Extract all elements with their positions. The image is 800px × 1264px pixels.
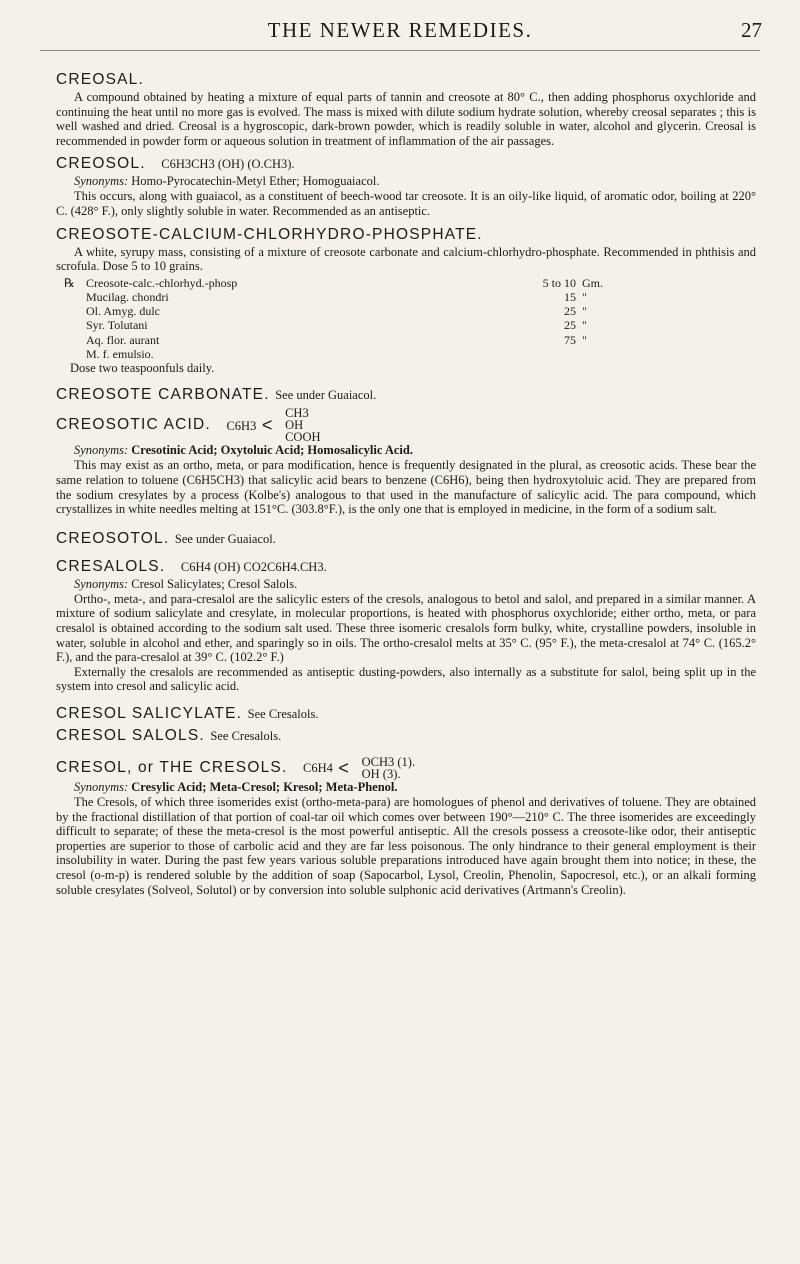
entry-text-creosote-calcium: A white, syrupy mass, consisting of a mixture of creosote carbonate and calcium-chlorhydro-phosphate. Recommended in phthisis and scrofula. Dose 5 to 10 grains. [56, 244, 756, 274]
formula-branch: OCH3 (1). [361, 755, 416, 769]
recipe-row [64, 275, 756, 290]
chemical-formula: C6H4 (OH) CO2C6H4.CH3. [180, 559, 327, 574]
recipe-ingredient: Aq. flor. aurant [86, 332, 160, 347]
recipe-ingredient: Mucilag. chondri [86, 289, 169, 304]
recipe-amount: 15 [564, 289, 576, 304]
running-title: THE NEWER REMEDIES. [267, 18, 533, 42]
synonyms-cresol [56, 780, 756, 795]
entry-heading-creosotol [56, 529, 756, 549]
entry-title: CRESOL SALOLS. [56, 727, 205, 744]
formula-branch: OH [285, 418, 304, 433]
recipe-amount: 75 [564, 332, 576, 347]
entry-heading-cresalols [56, 557, 756, 577]
recipe-row [86, 304, 756, 318]
bracket-symbol: < [338, 758, 351, 778]
entry-title: CRESOL SALICYLATE. [56, 705, 243, 722]
entry-text-creosal: A compound obtained by heating a mixture of equal parts of tannin and creosote at 80° C., then adding phosphorus oxychloride and continuing the heat until no more gas is evolved. The mass is mixed with dilute sodium hydrate solution, whereby creosal separates ; this is well washed and dried. Creosal is a hygroscopic, dark-brown powder, which is readily soluble in water, alcohol and glycerin. Creosal is recommended in powder form or aqueous solution in treatment of inflammation of the air passages. [56, 90, 756, 148]
entry-heading-creosotic-acid [56, 407, 756, 443]
recipe-ingredient: Syr. Tolutani [86, 318, 148, 333]
synonyms-label: Synonyms: [74, 576, 129, 591]
synonyms-label: Synonyms: [74, 780, 129, 794]
formula-branch: OH (3). [361, 767, 401, 781]
entry-text-creosol: This occurs, along with guaiacol, as a constituent of beech-wood tar creosote. It is an oily-like liquid, of aromatic odor, boiling at 220° C. (428° F.), only slightly soluble in water. Recommended as an antiseptic. [56, 189, 756, 218]
synonyms-text: Cresol Salicylates; Cresol Salols. [131, 576, 298, 591]
entry-text-cresalols-2: Externally the cresalols are recommended as antiseptic dusting-powders, also internally as a substitute for salol, being split up in the system into cresol and salicylic acid. [56, 664, 756, 694]
cross-reference: See under Guaiacol. [174, 531, 276, 546]
recipe-row [86, 290, 756, 304]
rx-symbol: ℞ [64, 275, 75, 290]
synonyms-label: Synonyms: [74, 174, 129, 189]
formula-branches [362, 756, 415, 780]
entry-heading-creosal: CREOSAL. [56, 71, 144, 88]
page-content [56, 64, 756, 897]
recipe-ingredient: Ol. Amyg. dulc [86, 304, 160, 319]
prescription [64, 275, 756, 361]
synonyms-text: Homo-Pyrocatechin-Metyl Ether; Homoguaiacol. [131, 174, 380, 189]
recipe-row [86, 333, 756, 347]
recipe-row [86, 347, 756, 361]
cross-reference: See Cresalols. [247, 707, 319, 721]
recipe-unit: " [582, 304, 587, 319]
entry-heading-creosote-carbonate [56, 385, 756, 405]
recipe-ingredient: M. f. emulsio. [86, 346, 154, 361]
entry-text-cresol: The Cresols, of which three isomerides exist (ortho-meta-para) are homologues of phenol and derivatives of toluene. They are obtained by the fractional distillation of that portion of coal-tar oil which comes over between 190°—210° C. The three isomerides are exceedingly difficult to separate; of these the meta-cresol is the most powerful antiseptic. All the cresols possess a creosote-like odor, their antiseptic properties are superior to those of carbolic acid and they are far less poisonous. The only hindrance to their general employment is their insolubility in water. During the past few years various soluble preparations introduced have again brought them into notice; in these, the cresol (o-m-p) is rendered soluble by the addition of soap (Sapocarbol, Lysol, Creolin, Phenolin, Sapocresol, etc.), or an alkali forming soluble cresylates (Solveol, Solutol) or by conversion into soluble sulphonic acid derivatives (Artmann's Creolin). [56, 795, 756, 897]
chemical-formula: C6H3CH3 (OH) (O.CH3). [161, 157, 295, 172]
entry-title: CRESOL, or THE CRESOLS. [56, 759, 288, 777]
recipe-amount: 25 [564, 304, 576, 319]
recipe-unit: " [582, 318, 587, 333]
entry-title: CREOSOTIC ACID. [56, 416, 211, 434]
synonyms-text: Cresylic Acid; Meta-Cresol; Kresol; Meta-Phenol. [131, 780, 398, 794]
chemical-formula-base: C6H4 [302, 761, 333, 776]
cross-reference: See Cresalols. [210, 729, 282, 743]
entry-heading-cresol-salicylate [56, 704, 756, 724]
entry-title: CREOSOTE CARBONATE. [56, 386, 270, 404]
entry-heading-creosote-calcium: CREOSOTE-CALCIUM-CHLORHYDRO-PHOSPHATE. [56, 225, 483, 243]
entry-heading-cresol-salols [56, 726, 756, 746]
recipe-amount: 25 [564, 318, 576, 333]
bracket-symbol: < [261, 415, 274, 436]
synonyms-creosotic [56, 443, 756, 458]
synonyms-text: Cresotinic Acid; Oxytoluic Acid; Homosalicylic Acid. [131, 443, 413, 458]
recipe-row [86, 318, 756, 332]
formula-branch: COOH [285, 430, 321, 445]
formula-branches [285, 407, 320, 443]
entry-heading-cresol [56, 756, 756, 780]
entry-text-cresalols: Ortho-, meta-, and para-cresalol are the salicylic esters of the cresols, analogous to betol and salol, and prepared in a similar manner. A mixture of sodium salicylate and cresylate, in molecular proportions, is heated with phosphorus oxychloride; either ortho, meta, or para cresalol is obtained according to the sodium salt used. These three isomeric cresalols form bulky, white, crystalline powders, insoluble in water, soluble in alcohol and ether, and sparingly so in oils. The ortho-cresalol melts at 35° C. (95° F.), the meta-cresalol at 74° C. (165.2° F.), and the para-cresalol at 39° C. (102.2° F.) [56, 591, 756, 665]
entry-text-creosotic: This may exist as an ortho, meta, or para modification, hence is frequently designated in the plural, as creosotic acids. These bear the same relation to toluene (C6H5CH3) that salicylic acid bears to benzene (C6H6), being then hydroxytoluic acid. They are prepared from the sodium cresylates by a process (Kolbe's) analogous to that used in the manufacture of salicylic acid. The para compound, which crystallizes in white needles melting at 151°C. (303.8°F.), is the only one that is employed in medicine, in the form of a sodium salt. [56, 458, 756, 517]
entry-title: CREOSOTOL. [56, 529, 170, 547]
recipe-amount: 5 to 10 [542, 275, 576, 290]
entry-heading-creosol [56, 154, 756, 174]
synonyms-cresalols [56, 577, 756, 592]
synonyms-creosol [56, 174, 756, 189]
entry-title: CREOSOL. [56, 155, 146, 173]
header-rule [40, 50, 760, 51]
synonyms-label: Synonyms: [74, 443, 129, 458]
recipe-unit: " [582, 332, 587, 347]
cross-reference: See under Guaiacol. [275, 388, 377, 403]
recipe-unit: " [582, 289, 587, 304]
recipe-unit: Gm. [582, 275, 603, 290]
formula-branch: CH3 [285, 406, 309, 421]
dose-instruction: Dose two teaspoonfuls daily. [70, 360, 215, 375]
entry-title: CRESALOLS. [56, 557, 166, 575]
recipe-ingredient: Creosote-calc.-chlorhyd.-phosp [86, 275, 238, 290]
chemical-formula-base: C6H3 [226, 418, 257, 433]
running-head [0, 14, 800, 48]
page-number: 27 [741, 18, 762, 42]
